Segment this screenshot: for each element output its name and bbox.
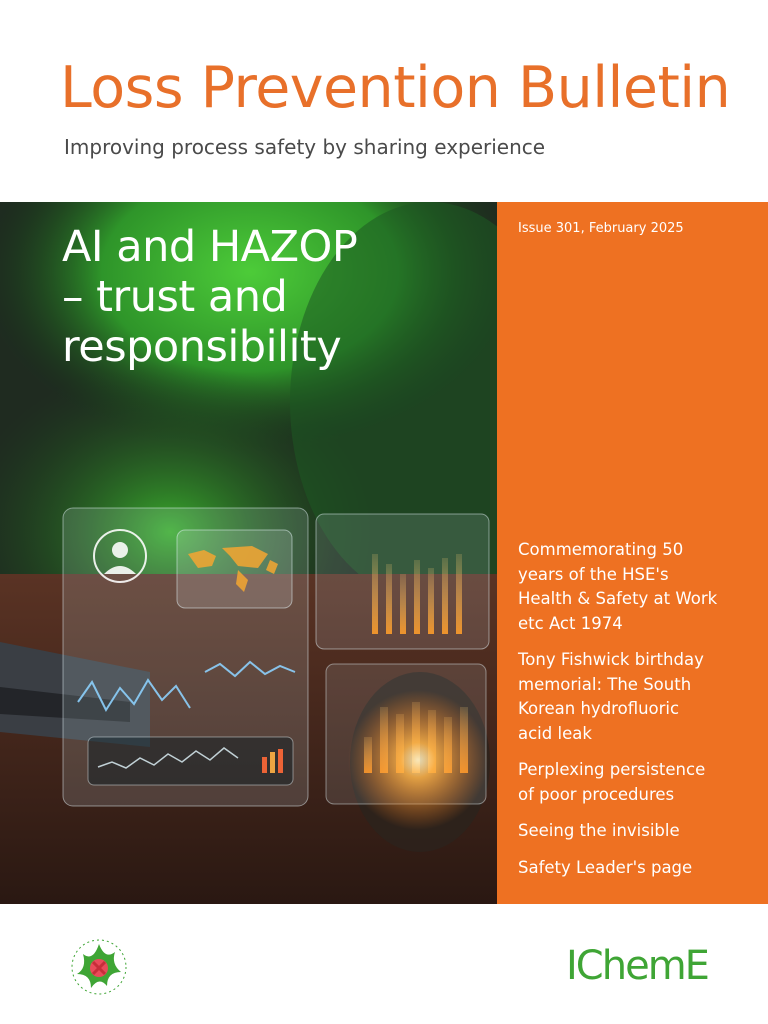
contents-item[interactable]: Commemorating 50 years of the HSE's Health & Safety at Work etc Act 1974: [518, 540, 718, 633]
contents-item[interactable]: Safety Leader's page: [518, 857, 693, 877]
contents-item[interactable]: Seeing the invisible: [518, 821, 680, 840]
contents-list: [518, 538, 718, 892]
masthead-tagline: Improving process safety by sharing experience: [64, 135, 546, 159]
contents-item[interactable]: Perplexing persistence of poor procedures: [518, 760, 706, 804]
icheme-safety-centre-logo: [60, 928, 138, 1006]
cover-headline-line: AI and HAZOP: [62, 222, 358, 272]
cover-headline-line: – trust and: [62, 272, 288, 322]
contents-item[interactable]: Tony Fishwick birthday memorial: The South Korean hydrofluoric acid leak: [518, 650, 704, 743]
contents-sidebar: [497, 202, 768, 904]
masthead-title: Loss Prevention Bulletin: [60, 55, 731, 121]
cover-headline-line: responsibility: [62, 322, 342, 372]
cover-photo: [0, 202, 497, 904]
cover-headline: [62, 222, 482, 372]
icheme-brand: IChemE: [566, 943, 708, 989]
issue-date: Issue 301, February 2025: [518, 221, 684, 236]
